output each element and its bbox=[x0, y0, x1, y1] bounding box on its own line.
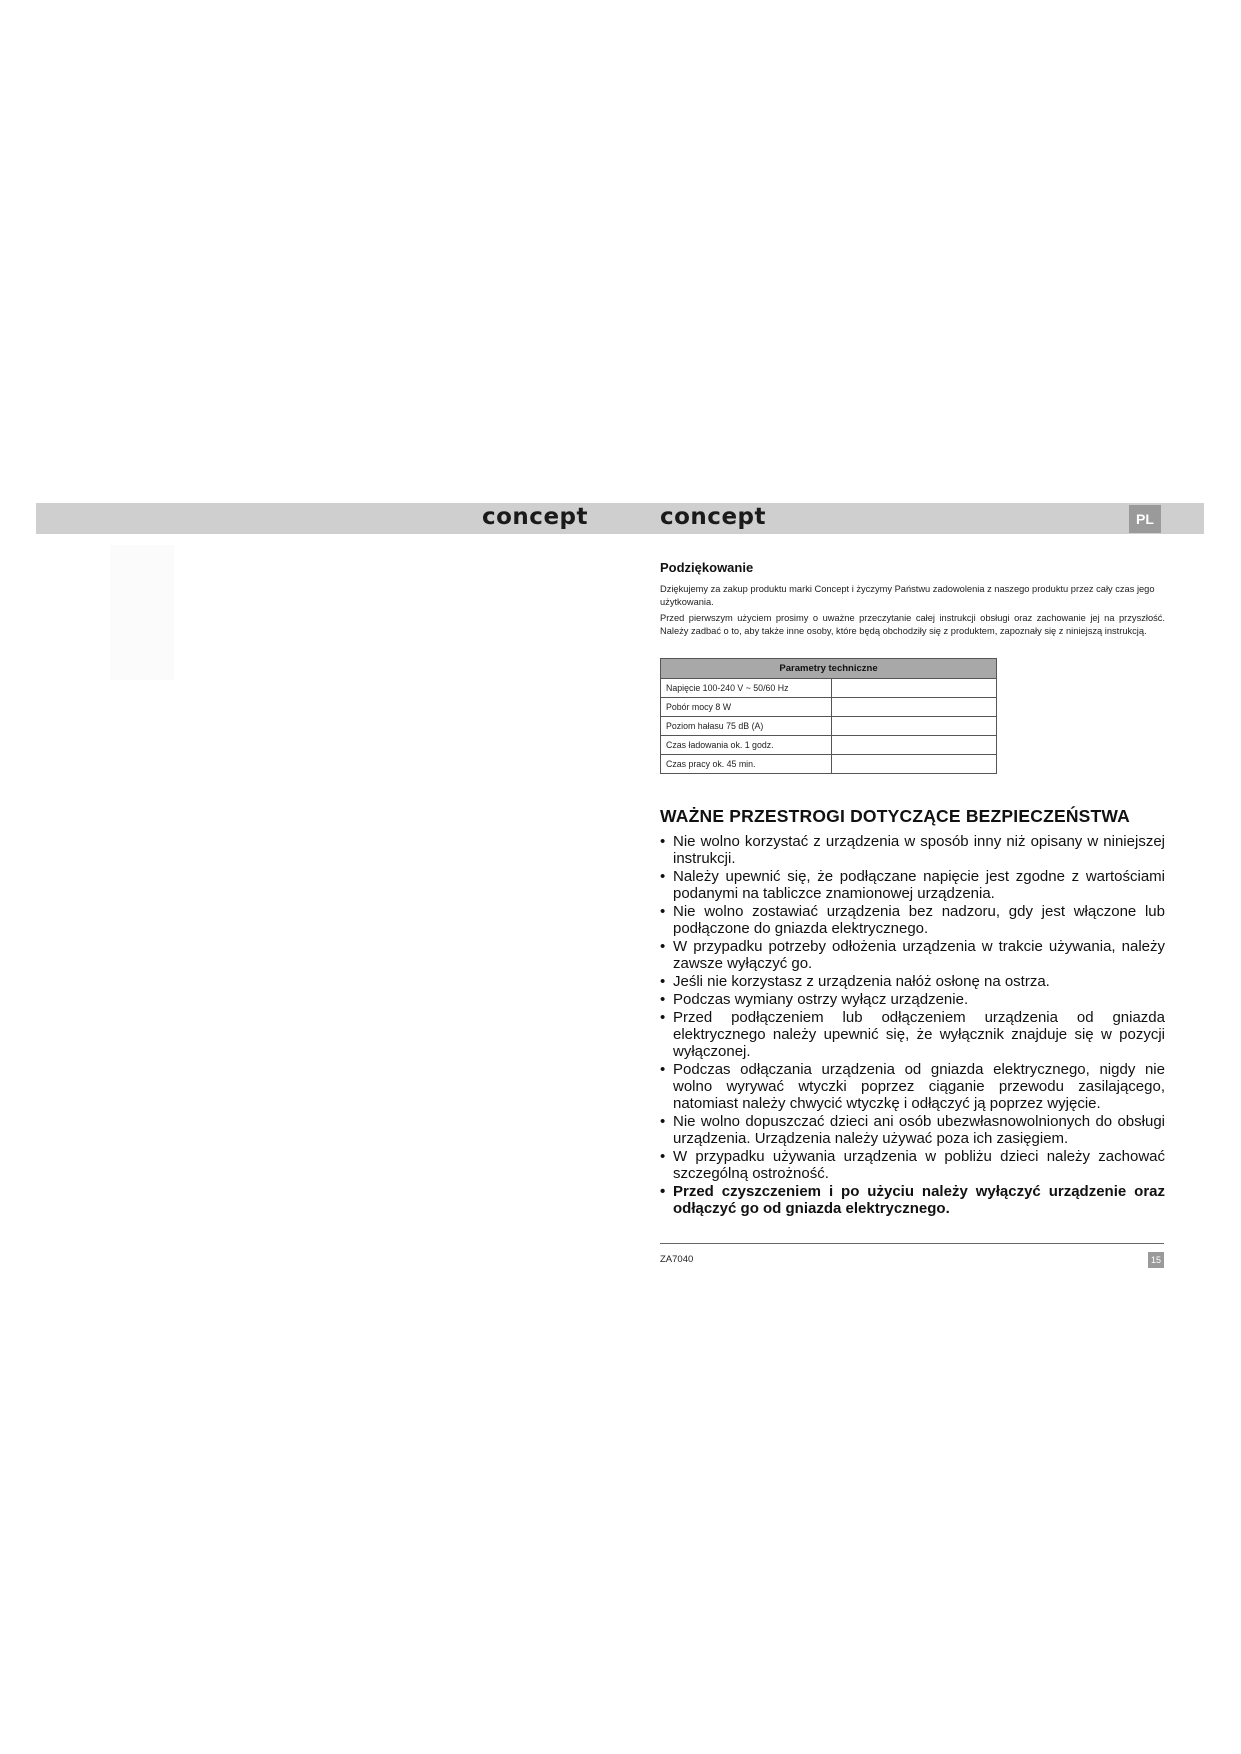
language-badge: PL bbox=[1129, 505, 1161, 533]
thanks-heading: Podziękowanie bbox=[660, 560, 754, 575]
list-item-emphasis: • Przed czyszczeniem i po użyciu należy wyłączyć urządzenie oraz odłączyć go od gniazda elektrycznego. bbox=[660, 1183, 1165, 1217]
brand-logo-left: concept bbox=[482, 504, 589, 530]
list-item: • Należy upewnić się, że podłączane napięcie jest zgodne z wartościami podanymi na tabliczce znamionowej urządzenia. bbox=[660, 868, 1165, 902]
list-item: • Nie wolno zostawiać urządzenia bez nadzoru, gdy jest włączone lub podłączone do gniazda elektrycznego. bbox=[660, 903, 1165, 937]
spec-empty-cell bbox=[832, 736, 997, 755]
table-row bbox=[661, 698, 997, 717]
list-item: • Podczas wymiany ostrzy wyłącz urządzenie. bbox=[660, 991, 1165, 1008]
list-item: • Nie wolno dopuszczać dzieci ani osób ubezwłasnowolnionych do obsługi urządzenia. Urządzenia należy używać poza ich zasięgiem. bbox=[660, 1113, 1165, 1147]
brand-logo-right: concept bbox=[660, 504, 767, 530]
thanks-paragraph-2: Przed pierwszym użyciem prosimy o uważne przeczytanie całej instrukcji obsługi oraz zachowanie jej na przyszłość. Należy zadbać o to, aby także inne osoby, które będą obchodziły się z produktem, zapoznały się z niniejszą instrukcją. bbox=[660, 613, 1165, 636]
spec-cell: Napięcie 100-240 V ~ 50/60 Hz bbox=[661, 679, 832, 698]
list-item: • Przed podłączeniem lub odłączeniem urządzenia od gniazda elektrycznego należy upewnić się, że wyłącznik znajduje się w pozycji wyłączonej. bbox=[660, 1009, 1165, 1060]
table-row bbox=[661, 755, 997, 774]
thanks-paragraph-1: Dziękujemy za zakup produktu marki Concept i życzymy Państwu zadowolenia z naszego produktu przez cały czas jego użytkowania. bbox=[660, 584, 1155, 607]
page-number: 15 bbox=[1148, 1252, 1164, 1268]
safety-heading: WAŻNE PRZESTROGI DOTYCZĄCE BEZPIECZEŃSTWA bbox=[660, 806, 1131, 826]
footer-divider bbox=[660, 1243, 1164, 1244]
model-number: ZA7040 bbox=[660, 1254, 694, 1265]
list-item: • Nie wolno korzystać z urządzenia w sposób inny niż opisany w niniejszej instrukcji. bbox=[660, 833, 1165, 867]
spec-table-title: Parametry techniczne bbox=[661, 659, 997, 679]
spec-empty-cell bbox=[832, 717, 997, 736]
spec-cell: Poziom hałasu 75 dB (A) bbox=[661, 717, 832, 736]
blank-left-page-area bbox=[110, 545, 174, 680]
spec-cell: Czas pracy ok. 45 min. bbox=[661, 755, 832, 774]
table-row bbox=[661, 679, 997, 698]
spec-empty-cell bbox=[832, 679, 997, 698]
table-row bbox=[661, 717, 997, 736]
spec-table bbox=[660, 658, 997, 774]
header-band bbox=[36, 503, 1204, 534]
spec-cell: Czas ładowania ok. 1 godz. bbox=[661, 736, 832, 755]
table-row bbox=[661, 736, 997, 755]
list-item: • W przypadku używania urządzenia w pobliżu dzieci należy zachować szczególną ostrożność. bbox=[660, 1148, 1165, 1182]
spec-empty-cell bbox=[832, 698, 997, 717]
list-item: • W przypadku potrzeby odłożenia urządzenia w trakcie używania, należy zawsze wyłączyć go. bbox=[660, 938, 1165, 972]
safety-list bbox=[660, 833, 1165, 1218]
spec-empty-cell bbox=[832, 755, 997, 774]
spec-cell: Pobór mocy 8 W bbox=[661, 698, 832, 717]
list-item: • Jeśli nie korzystasz z urządzenia nałóż osłonę na ostrza. bbox=[660, 973, 1165, 990]
list-item: • Podczas odłączania urządzenia od gniazda elektrycznego, nigdy nie wolno wyrywać wtyczki poprzez ciąganie przewodu zasilającego, natomiast należy chwycić wtyczkę i odłączyć ją poprzez wyjęcie. bbox=[660, 1061, 1165, 1112]
